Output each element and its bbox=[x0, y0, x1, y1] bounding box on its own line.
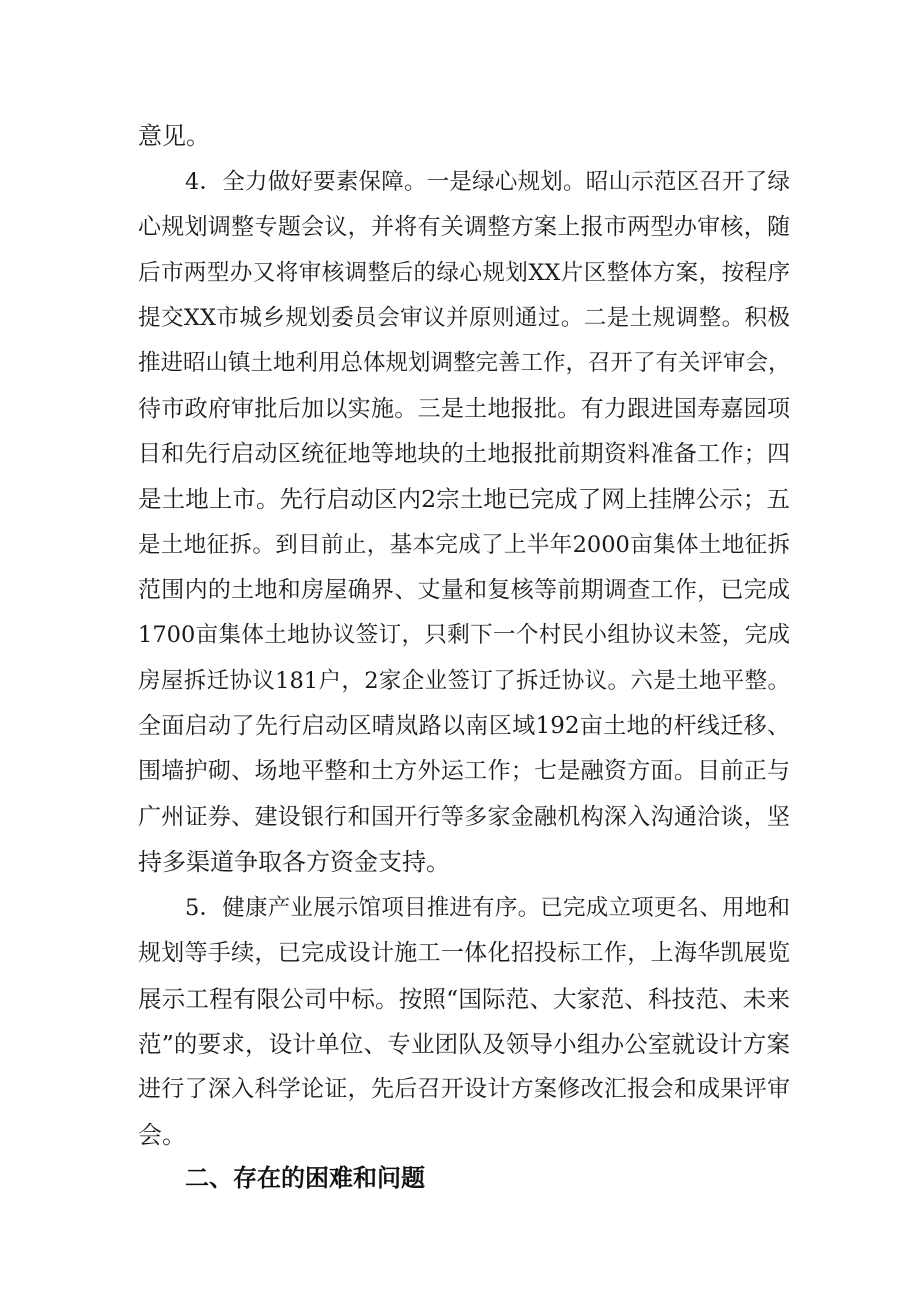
paragraph-line: 意见。 bbox=[138, 122, 210, 150]
paragraph-line: 广州证券、建设银行和国开行等多家金融机构深入沟通洽谈，坚 bbox=[138, 804, 790, 830]
paragraph-line: 展示工程有限公司中标。按照“国际范、大家范、科技范、未来 bbox=[138, 985, 790, 1013]
paragraph-line: 围墙护砌、场地平整和土方外运工作；七是融资方面。目前正与 bbox=[138, 758, 790, 784]
paragraph-line: 进行了深入科学论证，先后召开设计方案修改汇报会和成果评审 bbox=[138, 1076, 790, 1102]
paragraph-line: 4．全力做好要素保障。一是绿心规划。昭山示范区召开了绿 bbox=[185, 169, 790, 195]
paragraph-line: 会。 bbox=[138, 1121, 186, 1149]
paragraph-line: 待市政府审批后加以实施。三是土地报批。有力跟进国寿嘉园项 bbox=[138, 396, 790, 422]
paragraph-line: 房屋拆迁协议181户，2家企业签订了拆迁协议。六是土地平整。 bbox=[138, 668, 790, 694]
paragraph-line: 规划等手续，已完成设计施工一体化招投标工作，上海华凯展览 bbox=[138, 940, 790, 966]
paragraph-line: 目和先行启动区统征地等地块的土地报批前期资料准备工作；四 bbox=[138, 441, 790, 467]
paragraph-line: 后市两型办又将审核调整后的绿心规划XX片区整体方案，按程序 bbox=[138, 260, 790, 286]
paragraph-line: 是土地征拆。到目前止，基本完成了上半年2000亩集体土地征拆 bbox=[138, 532, 790, 558]
paragraph-line: 推进昭山镇土地利用总体规划调整完善工作，召开了有关评审会， bbox=[138, 350, 791, 376]
paragraph-line: 范”的要求，设计单位、专业团队及领导小组办公室就设计方案 bbox=[138, 1030, 790, 1058]
paragraph-line: 范围内的土地和房屋确界、丈量和复核等前期调查工作，已完成 bbox=[138, 577, 790, 603]
paragraph-line: 5．健康产业展示馆项目推进有序。已完成立项更名、用地和 bbox=[185, 895, 790, 921]
paragraph-line: 1700亩集体土地协议签订，只剩下一个村民小组协议未签，完成 bbox=[138, 622, 790, 648]
paragraph-line: 心规划调整专题会议，并将有关调整方案上报市两型办审核，随 bbox=[138, 214, 790, 240]
paragraph-line: 提交XX市城乡规划委员会审议并原则通过。二是土规调整。积极 bbox=[138, 305, 790, 331]
paragraph-line: 是土地上市。先行启动区内2宗土地已完成了网上挂牌公示；五 bbox=[138, 485, 790, 513]
section-heading: 二、存在的困难和问题 bbox=[185, 1164, 425, 1192]
paragraph-line: 全面启动了先行启动区晴岚路以南区域192亩土地的杆线迁移、 bbox=[138, 713, 790, 739]
paragraph-line: 持多渠道争取各方资金支持。 bbox=[138, 848, 450, 876]
